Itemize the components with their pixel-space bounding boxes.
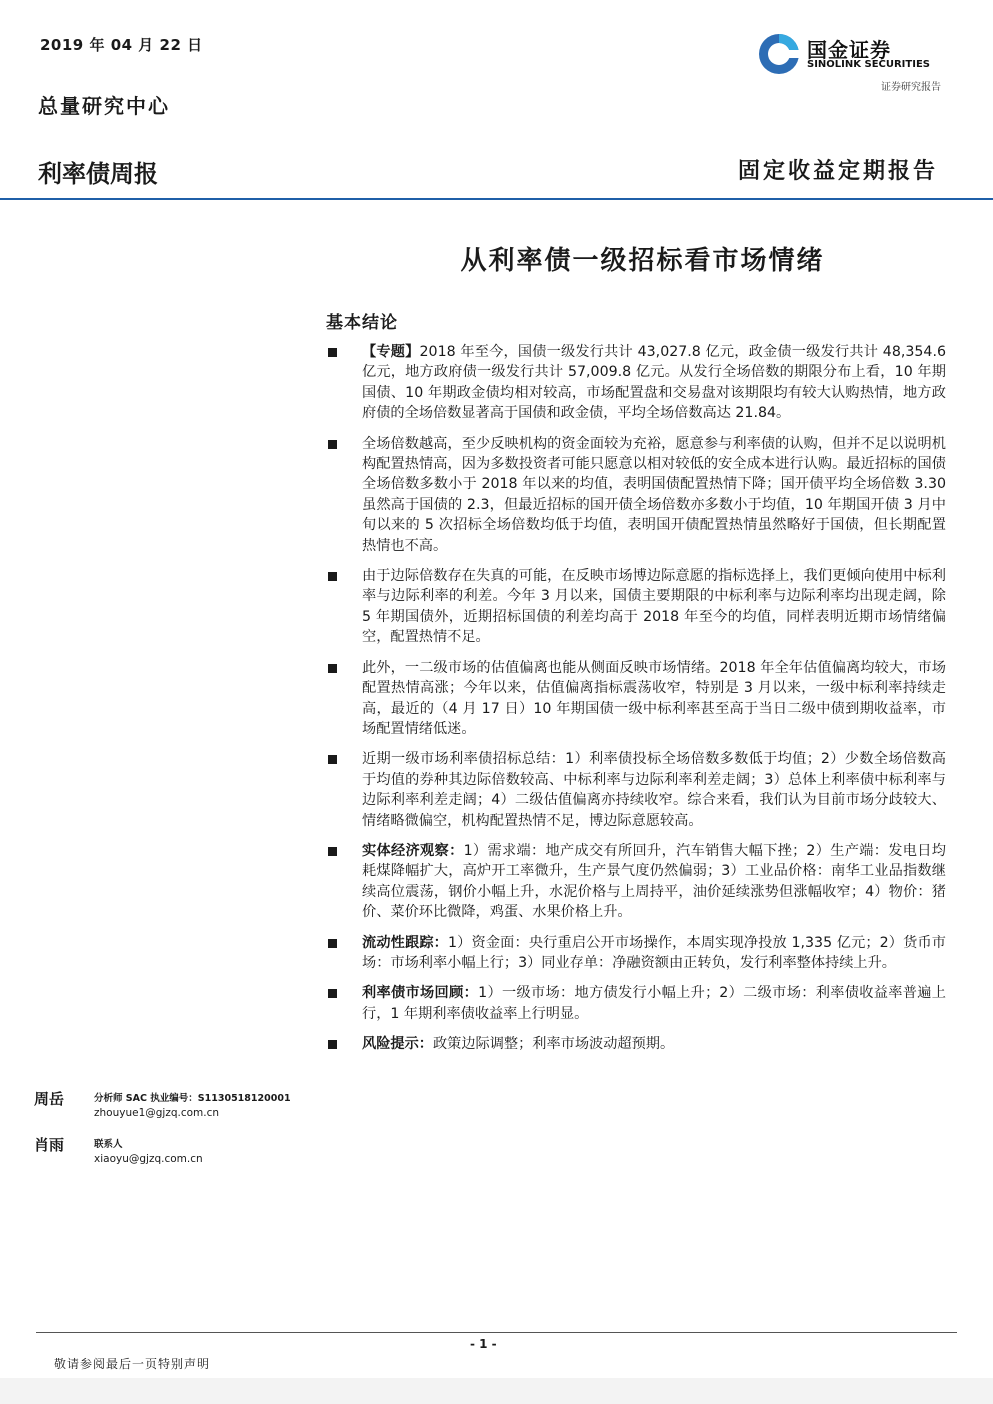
conclusion-item: 风险提示：政策边际调整；利率市场波动超预期。 (326, 1034, 946, 1054)
conclusion-item: 近期一级市场利率债招标总结：1）利率债投标全场倍数多数低于均值；2）少数全场倍数高于均值的券种其边际倍数较高、中标利率与边际利率利差走阔；3）总体上利率债中标利率与边际利率利差走阔；4）二级估值偏离亦持续收窄。综合来看，我们认为目前市场分歧较大、情绪略微偏空，机构配置热情不足，博边际意愿较高。 (326, 749, 946, 831)
logo-mark-icon (757, 32, 801, 76)
report-type: 固定收益定期报告 (737, 158, 938, 184)
company-logo (757, 32, 947, 76)
analyst-name: 周岳 (34, 1090, 65, 1108)
section-title: 基本结论 (326, 313, 398, 333)
bottom-band (0, 1378, 993, 1404)
logo-subtitle: 证券研究报告 (881, 82, 941, 93)
square-bullet-icon (328, 572, 337, 581)
square-bullet-icon (328, 440, 337, 449)
page-number: - 1 - (470, 1337, 497, 1351)
square-bullet-icon (328, 755, 337, 764)
square-bullet-icon (328, 847, 337, 856)
square-bullet-icon (328, 664, 337, 673)
analyst-role: 分析师 SAC 执业编号：S1130518120001 (94, 1093, 291, 1104)
logo-name-en: SINOLINK SECURITIES (807, 59, 930, 70)
contact-role: 联系人 (94, 1139, 123, 1150)
header-divider (0, 198, 993, 200)
square-bullet-icon (328, 348, 337, 357)
logo-name-cn: 国金证券 (807, 38, 891, 62)
conclusion-item: 由于边际倍数存在失真的可能，在反映市场博边际意愿的指标选择上，我们更倾向使用中标利率与边际利率的利差。今年 3 月以来，国债主要期限的中标利率与边际利率均出现走阔，除 5 年期国债外，近期招标国债的利差均高于 2018 年至今的均值，同样表明近期市场情绪偏空，配置热情不足。 (326, 566, 946, 648)
report-date: 2019 年 04 月 22 日 (40, 36, 203, 54)
conclusion-item: 实体经济观察：1）需求端：地产成交有所回升，汽车销售大幅下挫；2）生产端：发电日均耗煤降幅扩大，高炉开工率微升，生产景气度仍然偏弱；3）工业品价格：南华工业品指数继续高位震荡，钢价小幅上升，水泥价格与上周持平，油价延续涨势但涨幅收窄；4）物价：猪价、菜价环比微降，鸡蛋、水果价格上升。 (326, 841, 946, 923)
report-title: 从利率债一级招标看市场情绪 (460, 246, 825, 276)
footer-divider (36, 1332, 957, 1333)
research-center-name: 总量研究中心 (38, 94, 170, 118)
report-series: 利率债周报 (38, 160, 158, 188)
analyst-email[interactable]: zhouyue1@gjzq.com.cn (94, 1107, 220, 1119)
conclusion-item: 全场倍数越高，至少反映机构的资金面较为充裕，愿意参与利率债的认购，但并不足以说明机构配置热情高，因为多数投资者可能只愿意以相对较低的安全成本进行认购。最近招标的国债全场倍数多数小于 2018 年以来的均值，表明国债配置热情下降；国开债平均全场倍数 3.30 虽然高于国债的 2.3，但最近招标的国开债全场倍数亦多数小于均值，10 年期国开债 3 月中旬以来的 5 次招标全场倍数均低于均值，表明国开债配置热情虽然略好于国债，但长期配置热情也不高。 (326, 434, 946, 556)
contact-email[interactable]: xiaoyu@gjzq.com.cn (94, 1153, 203, 1165)
square-bullet-icon (328, 939, 337, 948)
conclusion-item: 利率债市场回顾：1）一级市场：地方债发行小幅上升；2）二级市场：利率债收益率普遍上行，1 年期利率债收益率上行明显。 (326, 983, 946, 1024)
disclaimer-note: 敬请参阅最后一页特别声明 (54, 1357, 211, 1371)
conclusion-list (326, 342, 946, 1065)
conclusion-item: 流动性跟踪：1）资金面：央行重启公开市场操作，本周实现净投放 1,335 亿元；2）货币市场：市场利率小幅上行；3）同业存单：净融资额由正转负，发行利率整体持续上升。 (326, 933, 946, 974)
square-bullet-icon (328, 989, 337, 998)
conclusion-item: 此外，一二级市场的估值偏离也能从侧面反映市场情绪。2018 年全年估值偏离均较大，市场配置热情高涨；今年以来，估值偏离指标震荡收窄，特别是 3 月以来，一级中标利率持续走高，最近的（4 月 17 日）10 年期国债一级中标利率甚至高于当日二级中债到期收益率，市场配置情绪低迷。 (326, 658, 946, 740)
contact-name: 肖雨 (34, 1136, 65, 1154)
conclusion-item: 【专题】2018 年至今，国债一级发行共计 43,027.8 亿元，政金债一级发行共计 48,354.6 亿元，地方政府债一级发行共计 57,009.8 亿元。从发行全场倍数的期限分布上看，10 年期国债、10 年期政金债均相对较高，市场配置盘和交易盘对该期限均有较大认购热情，地方政府债的全场倍数显著高于国债和政金债，平均全场倍数高达 21.84。 (326, 342, 946, 424)
square-bullet-icon (328, 1040, 337, 1049)
